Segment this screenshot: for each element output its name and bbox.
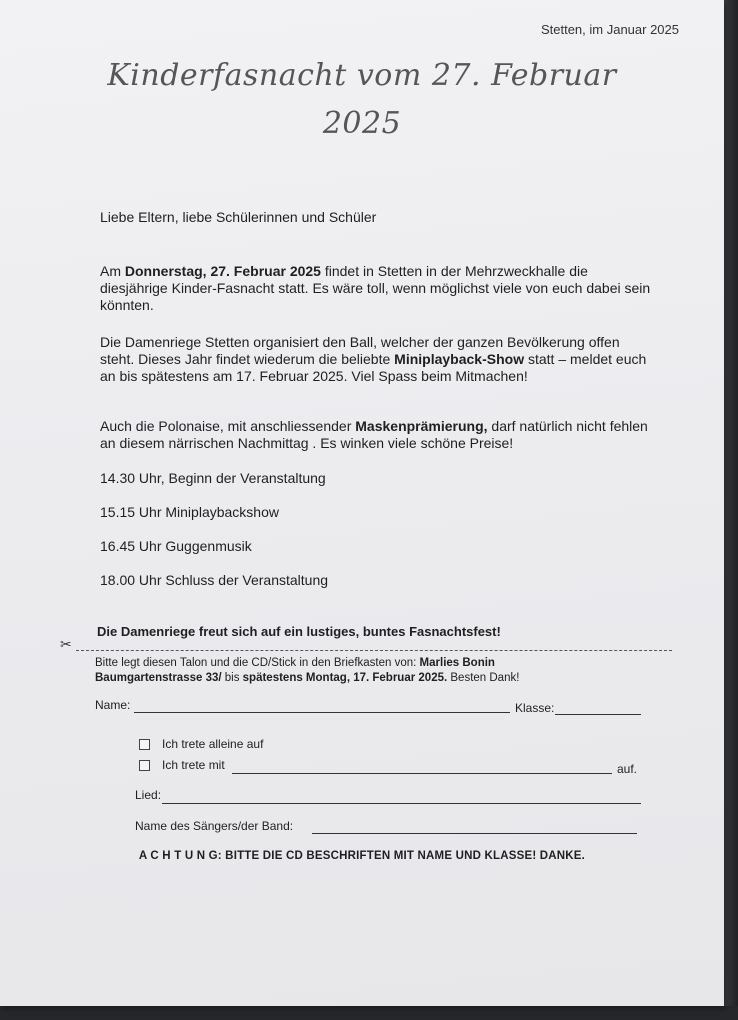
event-date: Donnerstag, 27. Februar 2025 bbox=[124, 263, 321, 279]
p3-text: Auch die Polonaise, mit anschliessender bbox=[100, 418, 356, 434]
p3-text-rest: darf natürlich nicht fehlen an diesem närrischen Nachmittag . Es winken viele schöne Preise! bbox=[100, 418, 648, 451]
talon-instructions bbox=[95, 656, 655, 686]
dateline: Stetten, im Januar 2025 bbox=[540, 22, 679, 37]
singer-label: Name des Sängers/der Band: bbox=[135, 819, 294, 833]
paragraph-organizer bbox=[100, 334, 656, 385]
paragraph-event-date bbox=[100, 263, 656, 314]
checkbox-alone[interactable] bbox=[139, 739, 150, 750]
maskenpraemierung-label: Maskenprämierung, bbox=[355, 418, 488, 434]
greeting: Liebe Eltern, liebe Schülerinnen und Schüler bbox=[100, 209, 377, 225]
option-alone-label: Ich trete alleine auf bbox=[162, 737, 264, 751]
option-with-label: Ich trete mit bbox=[162, 758, 225, 772]
talon-intro: Bitte legt diesen Talon und die CD/Stick in den Briefkasten von: bbox=[95, 657, 420, 669]
p1-text-rest: findet in Stetten in der Mehrzweckhalle die diesjährige Kinder-Fasnacht statt. Es wäre toll, wenn möglichst viele von euch dabei sein könnten. bbox=[100, 263, 651, 313]
page-title-year: 2025 bbox=[322, 106, 402, 141]
deadline: spätestens Montag, 17. Februar 2025. bbox=[242, 672, 448, 684]
closing-line: Die Damenriege freut sich auf ein lustiges, buntes Fasnachtsfest! bbox=[97, 624, 501, 639]
contact-name: Marlies Bonin bbox=[419, 657, 495, 669]
miniplayback-show-label: Miniplayback-Show bbox=[394, 351, 525, 367]
contact-address: Baumgartenstrasse 33/ bbox=[95, 672, 222, 684]
song-label: Lied: bbox=[135, 788, 162, 802]
name-field[interactable] bbox=[134, 712, 510, 713]
partner-field[interactable] bbox=[232, 773, 612, 774]
p2-text-rest: statt – meldet euch an bis spätestens am 17. Februar 2025. Viel Spass beim Mitmachen! bbox=[100, 351, 647, 384]
schedule-item: 18.00 Uhr Schluss der Veranstaltung bbox=[100, 572, 329, 588]
cd-labeling-notice: A C H T U N G: BITTE DIE CD BESCHRIFTEN MIT NAME UND KLASSE! DANKE. bbox=[138, 850, 586, 862]
class-label: Klasse: bbox=[515, 701, 555, 715]
schedule-item: 14.30 Uhr, Beginn der Veranstaltung bbox=[100, 470, 326, 486]
talon-intro-mid: bis bbox=[221, 672, 243, 684]
p2-text: Die Damenriege Stetten organisiert den Ball, welcher der ganzen Bevölkerung offen steht. Dieses Jahr findet wiederum die beliebte bbox=[100, 334, 620, 367]
paragraph-polonaise bbox=[100, 418, 656, 452]
checkbox-with[interactable] bbox=[139, 760, 150, 771]
schedule-item: 16.45 Uhr Guggenmusik bbox=[100, 538, 252, 554]
background-board-bottom bbox=[0, 1006, 738, 1020]
p1-text: Am bbox=[100, 263, 125, 279]
song-field[interactable] bbox=[162, 803, 641, 804]
class-field[interactable] bbox=[555, 714, 641, 715]
schedule-item: 15.15 Uhr Miniplaybackshow bbox=[100, 504, 279, 520]
cut-line bbox=[76, 650, 672, 651]
singer-field[interactable] bbox=[312, 833, 637, 834]
background-board-edge bbox=[724, 0, 738, 1020]
scissors-icon: ✂ bbox=[60, 636, 72, 652]
talon-thanks: Besten Dank! bbox=[447, 672, 520, 684]
page-title: Kinderfasnacht vom 27. Februar bbox=[107, 58, 617, 93]
name-label: Name: bbox=[95, 698, 131, 712]
option-with-suffix: auf. bbox=[617, 762, 638, 776]
